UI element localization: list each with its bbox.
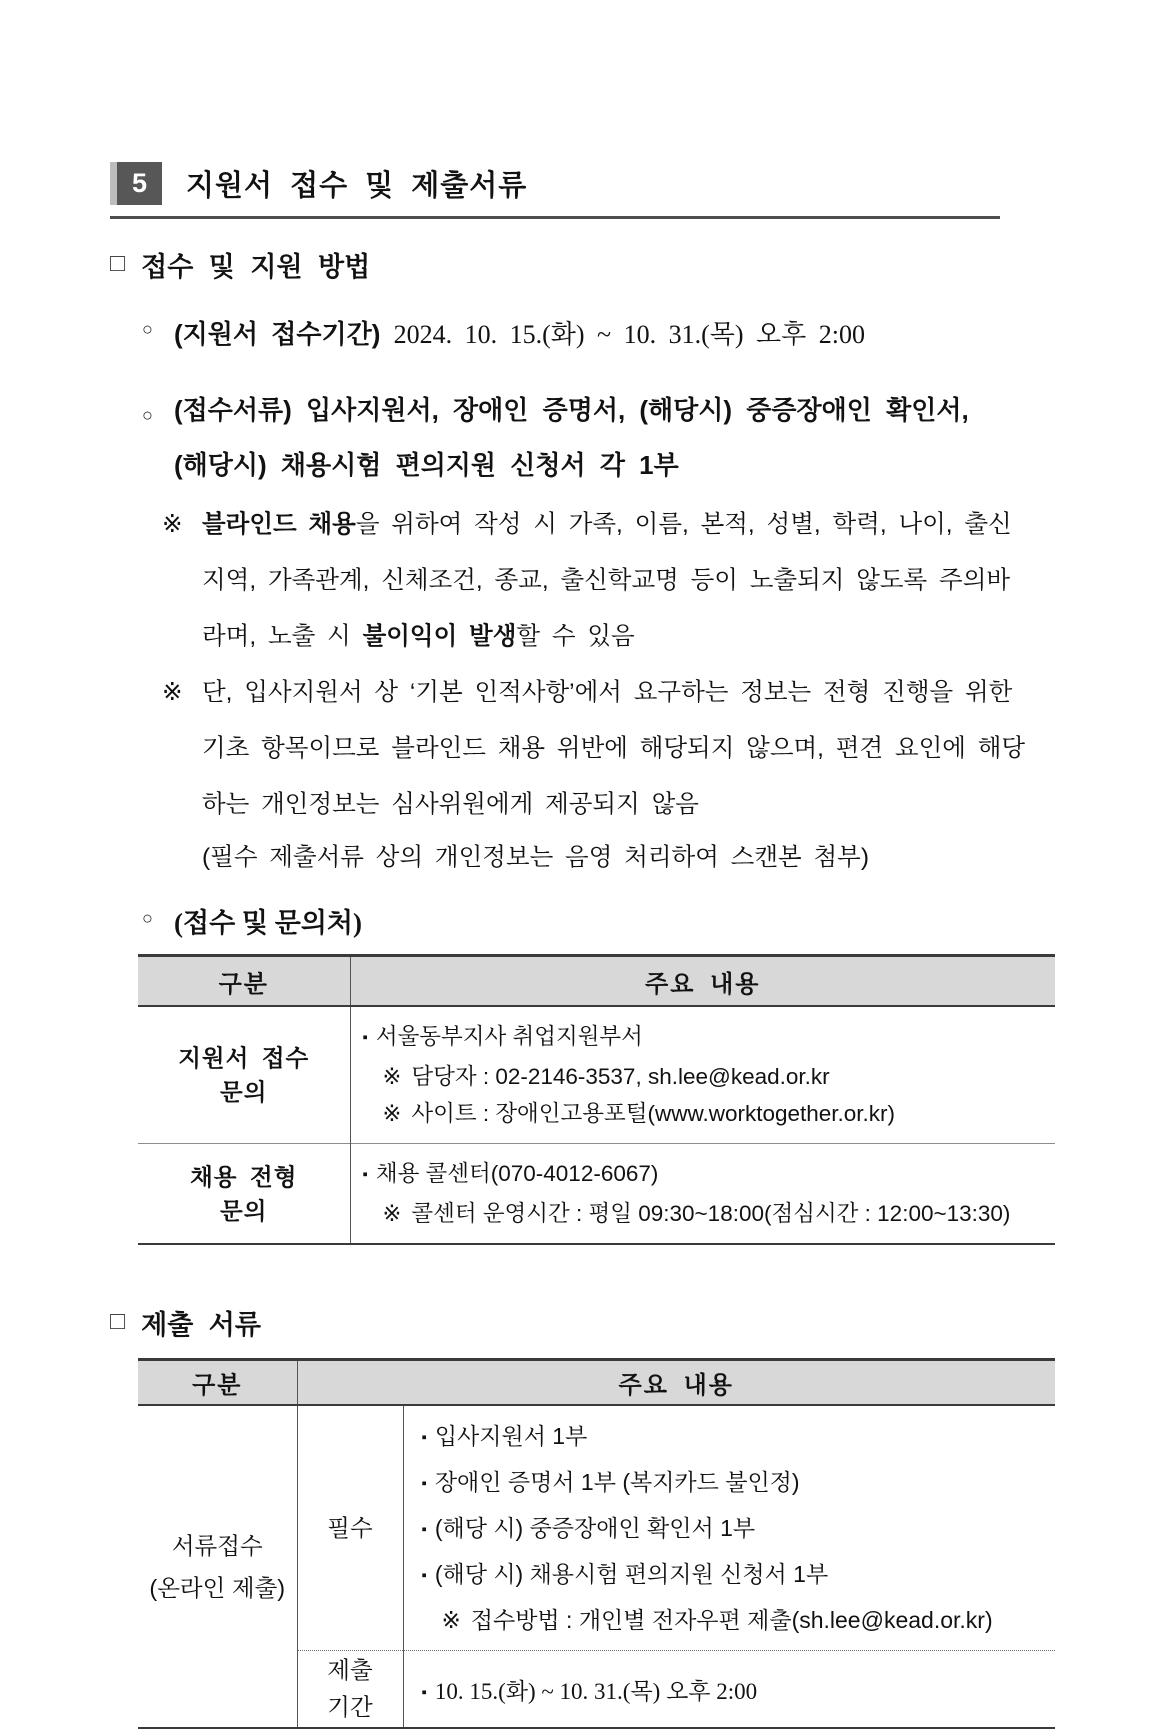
circle-bullet-icon: ○ <box>142 405 153 425</box>
documents-line-1: (접수서류) 입사지원서, 장애인 증명서, (해당시) 중증장애인 확인서, <box>174 395 969 425</box>
note-text: 을 위하여 작성 시 가족, 이름, 본적, 성별, 학력, 나이, 출신 <box>355 511 1012 538</box>
reference-mark-icon: ※ <box>162 511 183 538</box>
table-row <box>138 1405 1055 1651</box>
note-line: 하는 개인정보는 심사위원에게 제공되지 않음 <box>202 791 699 818</box>
column-header-content: 주요 내용 <box>350 956 1055 1007</box>
row-label-line: 채용 전형 <box>190 1163 298 1190</box>
square-dot-icon: ▪ <box>362 1166 368 1183</box>
row-label-online-submit <box>138 1405 297 1728</box>
subsection-heading-label: 접수 및 지원 방법 <box>141 252 371 282</box>
row-label-recruit-inquiry <box>138 1144 350 1245</box>
subsection-heading-apply <box>110 245 1058 284</box>
note-line <box>202 609 1058 665</box>
documents-line-2: (해당시) 채용시험 편의지원 신청서 각 1부 <box>174 450 679 480</box>
square-dot-icon: ▪ <box>421 1567 427 1584</box>
contact-table <box>138 954 1055 1245</box>
cell-text: 담당자 : 02-2146-3537, sh.lee@kead.or.kr <box>411 1064 830 1089</box>
square-dot-icon: ▪ <box>421 1475 427 1492</box>
cell-text: (해당 시) 채용시험 편의지원 신청서 1부 <box>434 1561 829 1587</box>
note-line: 단, 입사지원서 상 ‘기본 인적사항’에서 요구하는 정보는 전형 진행을 위한 <box>202 679 1013 706</box>
cell-text: 콜센터 운영시간 : 평일 09:30~18:00(점심시간 : 12:00~13:30) <box>411 1201 1011 1226</box>
row-content-apply-inquiry <box>350 1006 1055 1144</box>
note-bold-text: 불이익이 발생 <box>362 623 517 650</box>
row-content-recruit-inquiry <box>350 1144 1055 1245</box>
list-item-documents <box>110 383 1058 493</box>
square-dot-icon: ▪ <box>362 1029 368 1046</box>
cell-text: 채용 콜센터(070-4012-6067) <box>375 1161 659 1186</box>
row-label-line: 제출 <box>327 1657 373 1683</box>
reference-mark-icon: ※ <box>382 1201 402 1226</box>
row-label-required: 필수 <box>297 1405 403 1651</box>
reference-mark-icon: ※ <box>382 1101 402 1126</box>
square-dot-icon: ▪ <box>421 1521 427 1538</box>
circle-bullet-icon: ○ <box>142 319 153 339</box>
cell-text: (해당 시) 중증장애인 확인서 1부 <box>434 1515 756 1541</box>
row-label-line: 문의 <box>220 1079 268 1105</box>
contact-label: (접수 및 문의처) <box>174 908 362 938</box>
row-label-line: (온라인 제출) <box>149 1574 286 1601</box>
submission-table <box>138 1358 1055 1729</box>
note-basic-info <box>110 665 1058 881</box>
reference-mark-icon: ※ <box>441 1607 461 1633</box>
cell-text: 사이트 : 장애인고용포털(www.worktogether.or.kr) <box>411 1101 896 1126</box>
note-text: 할 수 있음 <box>516 623 635 650</box>
column-header-content: 주요 내용 <box>297 1360 1055 1406</box>
title-divider <box>110 216 1000 219</box>
cell-text: 10. 15.(화) ~ 10. 31.(목) 오후 2:00 <box>434 1678 758 1704</box>
square-bullet-icon: □ <box>110 249 126 277</box>
section-number-badge: 5 <box>110 162 162 205</box>
note-text: 라며, 노출 시 <box>202 623 363 650</box>
note-line <box>202 497 1058 553</box>
period-label: (지원서 접수기간) <box>174 319 381 349</box>
square-dot-icon: ▪ <box>421 1683 427 1701</box>
cell-text: 서울동부지사 취업지원부서 <box>375 1024 643 1049</box>
period-value: 2024. 10. 15.(화) ~ 10. 31.(목) 오후 2:00 <box>393 320 865 349</box>
subsection-heading-label: 제출 서류 <box>141 1310 261 1340</box>
row-label-line: 서류접수 <box>171 1532 263 1559</box>
reference-mark-icon: ※ <box>382 1064 402 1089</box>
row-label-line: 기간 <box>327 1694 373 1720</box>
note-line-parenthetical: (필수 제출서류 상의 개인정보는 음영 처리하여 스캔본 첨부) <box>202 844 869 871</box>
square-bullet-icon: □ <box>110 1307 126 1335</box>
note-bold-text: 블라인드 채용 <box>202 511 356 538</box>
cell-text: 입사지원서 1부 <box>434 1423 588 1449</box>
section-header <box>110 162 1058 205</box>
row-content-required <box>403 1405 1055 1651</box>
row-label-line: 지원서 접수 <box>178 1045 310 1071</box>
list-item-period <box>110 314 1058 351</box>
row-label-period <box>297 1651 403 1729</box>
column-header-category: 구분 <box>138 1360 297 1406</box>
table-row <box>138 1006 1055 1144</box>
note-blind-recruit <box>110 497 1058 665</box>
cell-text: 장애인 증명서 1부 (복지카드 불인정) <box>434 1469 800 1495</box>
row-label-line: 문의 <box>220 1197 268 1224</box>
row-content-period <box>403 1651 1055 1729</box>
note-line: 지역, 가족관계, 신체조건, 종교, 출신학교명 등이 노출되지 않도록 주의바 <box>202 567 1011 594</box>
list-item-contact <box>110 901 1058 940</box>
subsection-heading-submit <box>110 1303 1058 1342</box>
circle-bullet-icon: ○ <box>142 908 153 928</box>
note-line: 기초 항목이므로 블라인드 채용 위반에 해당되지 않으며, 편견 요인에 해당 <box>202 735 1026 762</box>
table-header-row <box>138 956 1055 1007</box>
page-title: 지원서 접수 및 제출서류 <box>186 170 528 202</box>
column-header-category: 구분 <box>138 956 350 1007</box>
reference-mark-icon: ※ <box>162 679 183 706</box>
table-header-row <box>138 1360 1055 1406</box>
cell-text: 접수방법 : 개인별 전자우편 제출(sh.lee@kead.or.kr) <box>470 1607 993 1633</box>
row-label-apply-inquiry <box>138 1006 350 1144</box>
square-dot-icon: ▪ <box>421 1429 427 1446</box>
table-row <box>138 1144 1055 1245</box>
